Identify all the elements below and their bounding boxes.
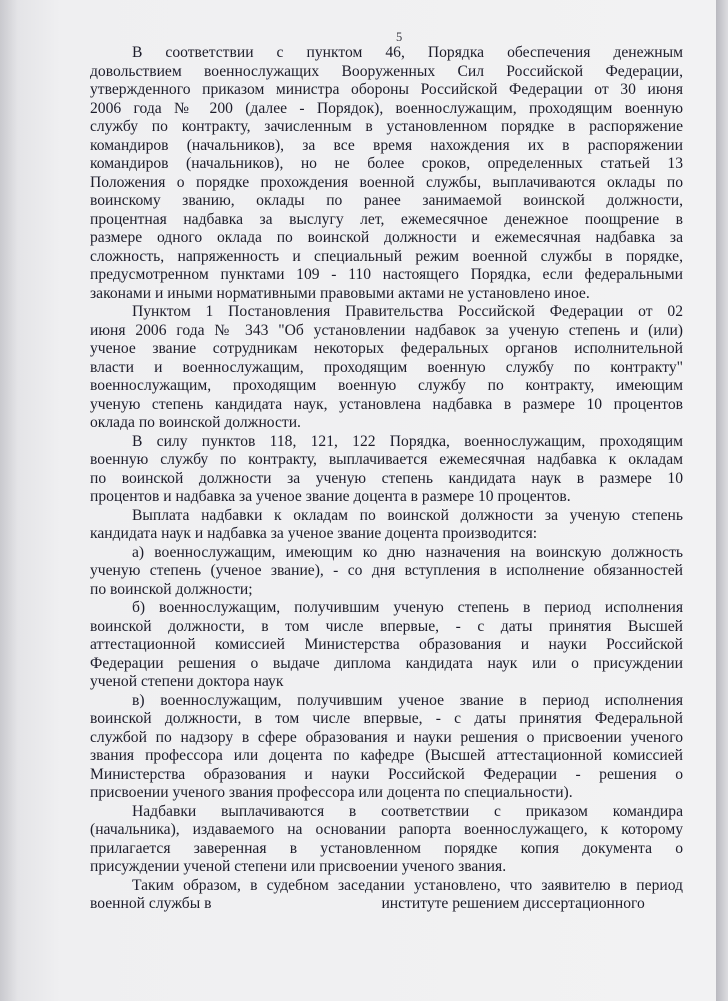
last-line-right: институте решением диссертационного	[381, 895, 645, 912]
text-line: власти и военнослужащим, проходящим военную службу по контракту"	[90, 358, 683, 376]
text-line: сложность, напряженность и специальный режим военной службы в порядке,	[90, 247, 683, 265]
last-line-left: военной службы в	[90, 895, 212, 912]
text-line: ученой степени доктора наук	[90, 673, 284, 690]
text-line: предусмотренном пунктами 109 - 110 настоящего Порядка, если федеральными	[90, 266, 683, 283]
text-line: процентная надбавка за выслугу лет, ежемесячное денежное поощрение в	[90, 210, 683, 228]
text-line: б) военнослужащим, получившим ученую степень в период исполнения	[132, 599, 683, 616]
text-line: довольствием военнослужащих Вооруженных Сил Российской Федерации,	[90, 62, 683, 80]
page-edge	[716, 0, 728, 1001]
text-line: по воинской должности за ученую степень кандидата наук в размере 10	[90, 469, 683, 487]
text-line: процентов и надбавка за ученое звание доцента в размере 10 процентов.	[90, 488, 571, 505]
text-line: присвоении ученого звания профессора или доцента по специальности).	[90, 784, 573, 801]
text-line: ученую степень кандидата наук, установлена надбавка в размере 10 процентов	[90, 395, 683, 413]
text-line: Пунктом 1 Постановления Правительства Российской Федерации от 02	[132, 303, 683, 320]
text-line: военнослужащим, проходящим военную службу по контракту, имеющим	[90, 377, 683, 394]
text-line: аттестационной комиссией Министерства образования и науки Российской	[90, 636, 683, 653]
text-line: воинскому званию, оклады по ранее занимаемой воинской должности,	[90, 192, 683, 209]
text-line: звания профессора или доцента по кафедре (Высшей аттестационной комиссией	[90, 747, 683, 764]
text-line: в) военнослужащим, получившим ученое звание в период исполнения	[132, 691, 683, 709]
text-line: ученую степень (ученое звание), - со дня вступления в исполнение обязанностей	[90, 562, 683, 579]
text-line: присуждении ученой степени или присвоении ученого звания.	[90, 858, 507, 875]
page-number: 5	[396, 30, 403, 44]
text-line: командиров (начальников), за все время нахождения их в распоряжении	[90, 136, 683, 154]
text-line: Министерства образования и науки Российской Федерации - решения о	[90, 765, 683, 783]
text-line: утвержденного приказом министра обороны Российской Федерации от 30 июня	[90, 81, 683, 98]
text-line: кандидата наук и надбавка за ученое звание доцента производится:	[90, 525, 538, 542]
text-line: Федерации решения о выдаче диплома кандидата наук или о присуждении	[90, 654, 683, 672]
text-line: прилагается заверенная в установленном порядке копия документа о	[90, 839, 683, 857]
text-line: 2006 года № 200 (далее - Порядок), военнослужащим, проходящим военную	[90, 99, 683, 117]
text-line: (начальника), издаваемого на основании рапорта военнослужащего, к которому	[90, 821, 683, 838]
text-line: ученое звание сотрудникам некоторых федеральных органов исполнительной	[90, 340, 683, 357]
text-line: Выплата надбавки к окладам по воинской должности за ученую степень	[132, 506, 683, 524]
text-line: командиров (начальников), но не более сроков, определенных статьей 13	[90, 155, 683, 172]
text-line: Надбавки выплачиваются в соответствии с приказом командира	[132, 802, 683, 820]
text-line: июня 2006 года № 343 "Об установлении надбавок за ученую степень и (или)	[90, 321, 683, 339]
text-line: В силу пунктов 118, 121, 122 Порядка, военнослужащим, проходящим	[132, 432, 683, 450]
text-line: службой по надзору в сфере образования и науки решения о присвоении ученого	[90, 728, 683, 746]
text-line: воинской должности, в том числе впервые, - с даты принятия Федеральной	[90, 710, 683, 727]
text-line: оклада по воинской должности.	[90, 414, 301, 431]
text-line-last	[90, 895, 683, 914]
text-line: В соответствии с пунктом 46, Порядка обеспечения денежным	[132, 44, 683, 61]
text-line: по воинской должности;	[90, 580, 253, 598]
text-line: а) военнослужащим, имеющим ко дню назначения на воинскую должность	[132, 543, 683, 561]
document-body	[90, 44, 683, 914]
text-line: Положения о порядке прохождения военной службы, выплачиваются оклады по	[90, 173, 683, 191]
text-line: Таким образом, в судебном заседании установлено, что заявителю в период	[132, 876, 683, 894]
text-line: военную службу по контракту, выплачивается ежемесячная надбавка к окладам	[90, 451, 683, 468]
text-line: законами и иными нормативными правовыми актами не установлено иное.	[90, 284, 590, 302]
text-line: размере одного оклада по воинской должности и ежемесячная надбавка за	[90, 229, 683, 246]
text-line: воинской должности, в том числе впервые, - с даты принятия Высшей	[90, 617, 683, 635]
text-line: службу по контракту, зачисленным в установленном порядке в распоряжение	[90, 118, 683, 135]
